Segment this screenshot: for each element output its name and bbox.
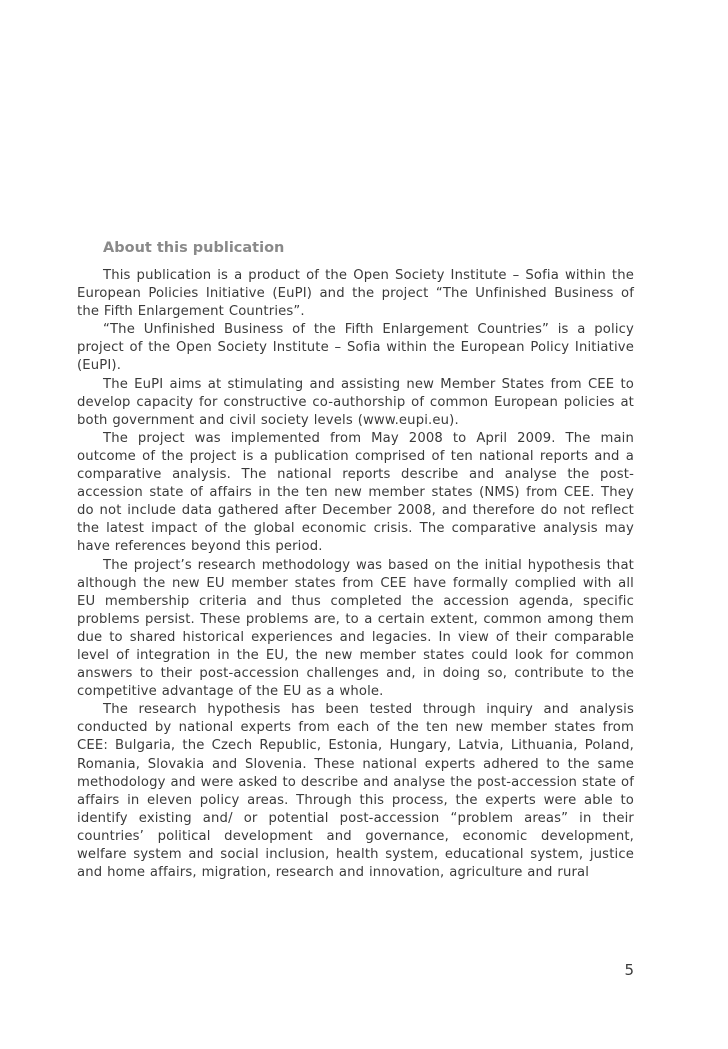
- paragraph: The project’s research methodology was based on the initial hypothesis that although the new EU member states from CEE have formally complied with all EU membership criteria and thus completed the accession agenda, specific problems persist. These problems are, to a certain extent, common among them due to shared historical experiences and legacies. In view of their comparable level of integration in the EU, the new member states could look for common answers to their post-accession challenges and, in doing so, contribute to the competitive advantage of the EU as a whole.: [77, 557, 634, 700]
- paragraph: The research hypothesis has been tested through inquiry and analysis conducted by national experts from each of the ten new member states from CEE: Bulgaria, the Czech Republic, Estonia, Hungary, Latvia, Lithuania, Poland, Romania, Slovakia and Slovenia. These national experts adhered to the same methodology and were asked to describe and analyse the post-accession state of affairs in eleven policy areas. Through this process, the experts were able to identify existing and/ or potential post-accession “problem areas” in their countries’ political development and governance, economic development, welfare system and social inclusion, health system, educational system, justice and home affairs, migration, research and innovation, agriculture and rural: [77, 702, 634, 881]
- page-number: 5: [624, 961, 634, 979]
- paragraph: This publication is a product of the Open Society Institute – Sofia within the European Policies Initiative (EuPI) and the project “The Unfinished Business of the Fifth Enlargement Countries”.: [77, 268, 634, 320]
- paragraph: “The Unfinished Business of the Fifth Enlargement Countries” is a policy project of the Open Society Institute – Sofia within the European Policy Initiative (EuPI).: [77, 322, 634, 374]
- section-heading: About this publication: [103, 240, 285, 256]
- paragraph: The project was implemented from May 2008 to April 2009. The main outcome of the project is a publication comprised of ten national reports and a comparative analysis. The national reports describe and analyse the post-accession state of affairs in the ten new member states (NMS) from CEE. They do not include data gathered after December 2008, and therefore do not reflect the latest impact of the global economic crisis. The comparative analysis may have references beyond this period.: [77, 430, 634, 555]
- document-body: [77, 236, 634, 882]
- paragraph: The EuPI aims at stimulating and assisting new Member States from CEE to develop capacity for constructive co-authorship of common European policies at both government and civil society levels (www.eupi.eu).: [77, 376, 634, 428]
